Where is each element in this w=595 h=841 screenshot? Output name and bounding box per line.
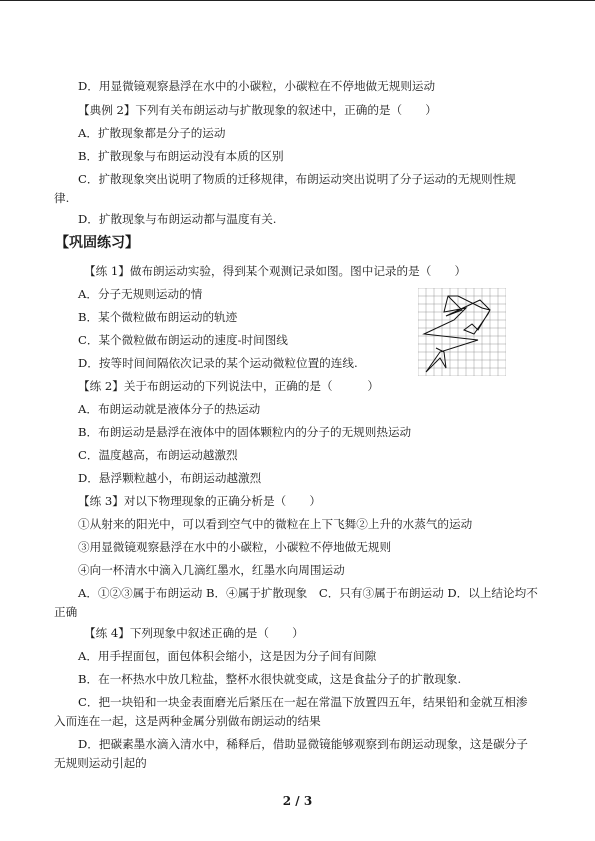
option-d: D．用显微镜观察悬浮在水中的小碳粒，小碳粒在不停地做无规则运动 bbox=[78, 79, 436, 93]
option-a: A．布朗运动就是液体分子的热运动 bbox=[78, 402, 261, 416]
statement-3: ③用显微镜观察悬浮在水中的小碳粒，小碳粒不停地做无规则 bbox=[78, 540, 392, 554]
option-a: A．用手捏面包，面包体积会缩小，这是因为分子间有间隙 bbox=[78, 649, 377, 663]
option-c: C．扩散现象突出说明了物质的迁移规律，布朗运动突出说明了分子运动的无规则性规 bbox=[78, 172, 516, 186]
header-rule bbox=[0, 0, 595, 1]
option-d: D．把碳素墨水滴入清水中，稀释后，借助显微镜能够观察到布朗运动现象，这是碳分子 bbox=[78, 737, 528, 751]
option-d: D．扩散现象与布朗运动都与温度有关. bbox=[78, 212, 277, 226]
option-a: A．分子无规则运动的情 bbox=[78, 287, 203, 301]
option-b: B．在一杯热水中放几粒盐，整杯水很快就变咸，这是食盐分子的扩散现象. bbox=[78, 672, 462, 686]
option-b: B．某个微粒做布朗运动的轨迹 bbox=[78, 310, 238, 324]
option-b: B．扩散现象与布朗运动没有本质的区别 bbox=[78, 149, 284, 163]
statement-4: ④向一杯清水中滴入几滴红墨水，红墨水向周围运动 bbox=[78, 563, 345, 577]
practice-2-question: 【练 2】关于布朗运动的下列说法中，正确的是（ ） bbox=[78, 379, 379, 393]
option-c: C．把一块铅和一块金表面磨光后紧压在一起在常温下放置四五年，结果铅和金就互相渗 bbox=[78, 695, 528, 709]
statement-1-2: ①从射来的阳光中，可以看到空气中的微粒在上下飞舞②上升的水蒸气的运动 bbox=[78, 517, 473, 531]
section-heading: 【巩固练习】 bbox=[55, 235, 139, 251]
example-2-question: 【典例 2】下列有关布朗运动与扩散现象的叙述中，正确的是（ ） bbox=[78, 103, 437, 117]
option-c: C．温度越高，布朗运动越激烈 bbox=[78, 448, 238, 462]
page-number: 2 / 3 bbox=[282, 794, 313, 808]
option-a: A．扩散现象都是分子的运动 bbox=[78, 126, 226, 140]
practice-4-question: 【练 4】下列现象中叙述正确的是（ ） bbox=[84, 626, 304, 640]
option-d-continued: 无规则运动引起的 bbox=[54, 756, 147, 770]
option-b: B．布朗运动是悬浮在液体中的固体颗粒内的分子的无规则热运动 bbox=[78, 425, 412, 439]
practice-3-question: 【练 3】对以下物理现象的正确分析是（ ） bbox=[78, 494, 321, 508]
option-c-continued: 律. bbox=[54, 191, 70, 205]
practice-1-question: 【练 1】做布朗运动实验，得到某个观测记录如图。图中记录的是（ ） bbox=[84, 264, 467, 278]
practice-3-options-continued: 正确 bbox=[54, 605, 78, 619]
option-c-continued: 入而连在一起，这是两种金属分别做布朗运动的结果 bbox=[54, 714, 321, 728]
option-d: D．按等时间间隔依次记录的某个运动微粒位置的连线. bbox=[78, 356, 358, 370]
option-d: D．悬浮颗粒越小，布朗运动越激烈 bbox=[78, 471, 262, 485]
option-c: C．某个微粒做布朗运动的速度-时间图线 bbox=[78, 333, 288, 347]
brownian-trajectory-figure bbox=[418, 288, 506, 376]
practice-3-options: A．①②③属于布朗运动 B．④属于扩散现象 C．只有③属于布朗运动 D．以上结论均不 bbox=[78, 586, 538, 600]
